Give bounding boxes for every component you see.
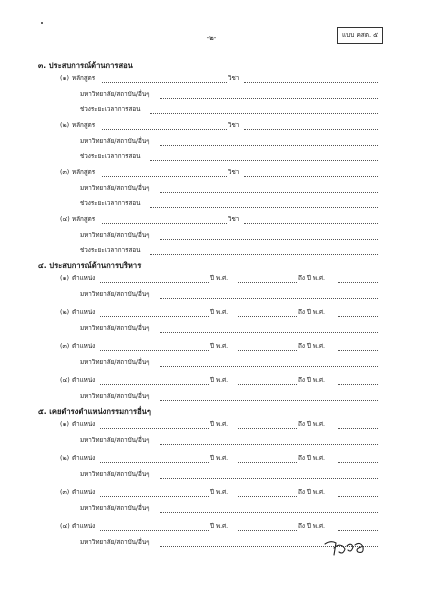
fill-in-line[interactable]	[338, 462, 378, 463]
institution-label: มหาวิทยาลัย/สถาบัน/อื่นๆ	[80, 91, 150, 98]
item-number: (๓)	[60, 343, 70, 350]
year-label: ปี พ.ศ.	[210, 309, 229, 316]
institution-row	[0, 504, 423, 515]
item-number: (๑)	[60, 275, 69, 282]
fill-in-line[interactable]	[238, 350, 297, 351]
item-number: (๑)	[60, 421, 69, 428]
course-row	[0, 121, 423, 132]
fill-in-line[interactable]	[150, 160, 378, 161]
period-row	[0, 105, 423, 116]
teaching-period-label: ช่วงระยะเวลาการสอน	[80, 153, 141, 160]
subject-label: วิชา	[228, 169, 240, 176]
fill-in-line[interactable]	[338, 316, 378, 317]
item-number: (๔)	[60, 523, 70, 530]
period-row	[0, 199, 423, 210]
fill-in-line[interactable]	[244, 129, 378, 130]
to-year-label: ถึง ปี พ.ศ.	[298, 489, 326, 496]
item-number: (๓)	[60, 169, 70, 176]
position-label: ตำแหน่ง	[72, 421, 96, 428]
item-number: (๔)	[60, 377, 70, 384]
course-label: หลักสูตร	[72, 122, 96, 129]
institution-label: มหาวิทยาลัย/สถาบัน/อื่นๆ	[80, 539, 150, 546]
fill-in-line[interactable]	[238, 282, 297, 283]
position-label: ตำแหน่ง	[72, 455, 96, 462]
subject-label: วิชา	[228, 216, 240, 223]
institution-row	[0, 358, 423, 369]
institution-label: มหาวิทยาลัย/สถาบัน/อื่นๆ	[80, 471, 150, 478]
fill-in-line[interactable]	[160, 478, 378, 479]
institution-label: มหาวิทยาลัย/สถาบัน/อื่นๆ	[80, 359, 150, 366]
year-label: ปี พ.ศ.	[210, 489, 229, 496]
fill-in-line[interactable]	[100, 282, 209, 283]
to-year-label: ถึง ปี พ.ศ.	[298, 309, 326, 316]
fill-in-line[interactable]	[338, 496, 378, 497]
fill-in-line[interactable]	[100, 496, 209, 497]
position-label: ตำแหน่ง	[72, 377, 96, 384]
year-label: ปี พ.ศ.	[210, 523, 229, 530]
period-row	[0, 246, 423, 257]
institution-row	[0, 470, 423, 481]
fill-in-line[interactable]	[160, 444, 378, 445]
fill-in-line[interactable]	[338, 530, 378, 531]
institution-row	[0, 231, 423, 242]
fill-in-line[interactable]	[160, 192, 378, 193]
position-row	[0, 522, 423, 533]
period-row	[0, 152, 423, 163]
fill-in-line[interactable]	[338, 350, 378, 351]
fill-in-line[interactable]	[160, 298, 378, 299]
course-label: หลักสูตร	[72, 75, 96, 82]
fill-in-line[interactable]	[244, 223, 378, 224]
fill-in-line[interactable]	[160, 98, 378, 99]
fill-in-line[interactable]	[150, 113, 378, 114]
fill-in-line[interactable]	[160, 332, 378, 333]
institution-row	[0, 137, 423, 148]
handwritten-signature	[323, 538, 371, 560]
institution-label: มหาวิทยาลัย/สถาบัน/อื่นๆ	[80, 325, 150, 332]
institution-label: มหาวิทยาลัย/สถาบัน/อื่นๆ	[80, 291, 150, 298]
fill-in-line[interactable]	[160, 512, 378, 513]
fill-in-line[interactable]	[102, 82, 227, 83]
position-row	[0, 274, 423, 285]
fill-in-line[interactable]	[150, 254, 378, 255]
item-number: (๒)	[60, 122, 70, 129]
course-label: หลักสูตร	[72, 169, 96, 176]
institution-label: มหาวิทยาลัย/สถาบัน/อื่นๆ	[80, 437, 150, 444]
to-year-label: ถึง ปี พ.ศ.	[298, 523, 326, 530]
position-row	[0, 342, 423, 353]
item-number: (๓)	[60, 489, 70, 496]
year-label: ปี พ.ศ.	[210, 421, 229, 428]
fill-in-line[interactable]	[238, 530, 297, 531]
fill-in-line[interactable]	[100, 428, 209, 429]
corner-mark	[41, 22, 43, 24]
institution-label: มหาวิทยาลัย/สถาบัน/อื่นๆ	[80, 232, 150, 239]
fill-in-line[interactable]	[244, 176, 378, 177]
fill-in-line[interactable]	[160, 366, 378, 367]
fill-in-line[interactable]	[238, 384, 297, 385]
teaching-period-label: ช่วงระยะเวลาการสอน	[80, 200, 141, 207]
year-label: ปี พ.ศ.	[210, 343, 229, 350]
fill-in-line[interactable]	[338, 428, 378, 429]
year-label: ปี พ.ศ.	[210, 455, 229, 462]
fill-in-line[interactable]	[160, 145, 378, 146]
position-row	[0, 420, 423, 431]
position-label: ตำแหน่ง	[72, 343, 96, 350]
institution-row	[0, 290, 423, 301]
fill-in-line[interactable]	[102, 223, 227, 224]
fill-in-line[interactable]	[238, 316, 297, 317]
position-row	[0, 376, 423, 387]
to-year-label: ถึง ปี พ.ศ.	[298, 275, 326, 282]
institution-row	[0, 90, 423, 101]
institution-row	[0, 184, 423, 195]
to-year-label: ถึง ปี พ.ศ.	[298, 455, 326, 462]
section-title: ๕. เคยดำรงตำแหน่งกรรมการอื่นๆ	[38, 407, 151, 416]
institution-row	[0, 392, 423, 403]
position-row	[0, 308, 423, 319]
fill-in-line[interactable]	[244, 82, 378, 83]
year-label: ปี พ.ศ.	[210, 275, 229, 282]
fill-in-line[interactable]	[238, 496, 297, 497]
position-row	[0, 488, 423, 499]
item-number: (๔)	[60, 216, 70, 223]
institution-row	[0, 436, 423, 447]
fill-in-line[interactable]	[338, 384, 378, 385]
to-year-label: ถึง ปี พ.ศ.	[298, 377, 326, 384]
subject-label: วิชา	[228, 75, 240, 82]
course-row	[0, 215, 423, 226]
position-row	[0, 454, 423, 465]
item-number: (๒)	[60, 455, 70, 462]
to-year-label: ถึง ปี พ.ศ.	[298, 343, 326, 350]
course-row	[0, 74, 423, 85]
year-label: ปี พ.ศ.	[210, 377, 229, 384]
institution-label: มหาวิทยาลัย/สถาบัน/อื่นๆ	[80, 138, 150, 145]
form-code-box: แบบ คสต. ๕	[337, 27, 383, 44]
section-title: ๔. ประสบการณ์ด้านการบริหาร	[38, 261, 142, 270]
teaching-period-label: ช่วงระยะเวลาการสอน	[80, 247, 141, 254]
course-label: หลักสูตร	[72, 216, 96, 223]
fill-in-line[interactable]	[100, 316, 209, 317]
to-year-label: ถึง ปี พ.ศ.	[298, 421, 326, 428]
position-label: ตำแหน่ง	[72, 523, 96, 530]
fill-in-line[interactable]	[102, 129, 227, 130]
fill-in-line[interactable]	[102, 176, 227, 177]
page-number: -๒-	[206, 34, 217, 42]
institution-label: มหาวิทยาลัย/สถาบัน/อื่นๆ	[80, 393, 150, 400]
fill-in-line[interactable]	[100, 462, 209, 463]
institution-row	[0, 324, 423, 335]
teaching-period-label: ช่วงระยะเวลาการสอน	[80, 106, 141, 113]
section-title: ๓. ประสบการณ์ด้านการสอน	[38, 61, 133, 70]
position-label: ตำแหน่ง	[72, 275, 96, 282]
position-label: ตำแหน่ง	[72, 489, 96, 496]
fill-in-line[interactable]	[160, 400, 378, 401]
position-label: ตำแหน่ง	[72, 309, 96, 316]
fill-in-line[interactable]	[150, 207, 378, 208]
fill-in-line[interactable]	[238, 462, 297, 463]
fill-in-line[interactable]	[338, 282, 378, 283]
fill-in-line[interactable]	[100, 530, 209, 531]
fill-in-line[interactable]	[238, 428, 297, 429]
fill-in-line[interactable]	[100, 384, 209, 385]
item-number: (๑)	[60, 75, 69, 82]
fill-in-line[interactable]	[160, 239, 378, 240]
subject-label: วิชา	[228, 122, 240, 129]
institution-label: มหาวิทยาลัย/สถาบัน/อื่นๆ	[80, 185, 150, 192]
item-number: (๒)	[60, 309, 70, 316]
institution-label: มหาวิทยาลัย/สถาบัน/อื่นๆ	[80, 505, 150, 512]
fill-in-line[interactable]	[100, 350, 209, 351]
course-row	[0, 168, 423, 179]
